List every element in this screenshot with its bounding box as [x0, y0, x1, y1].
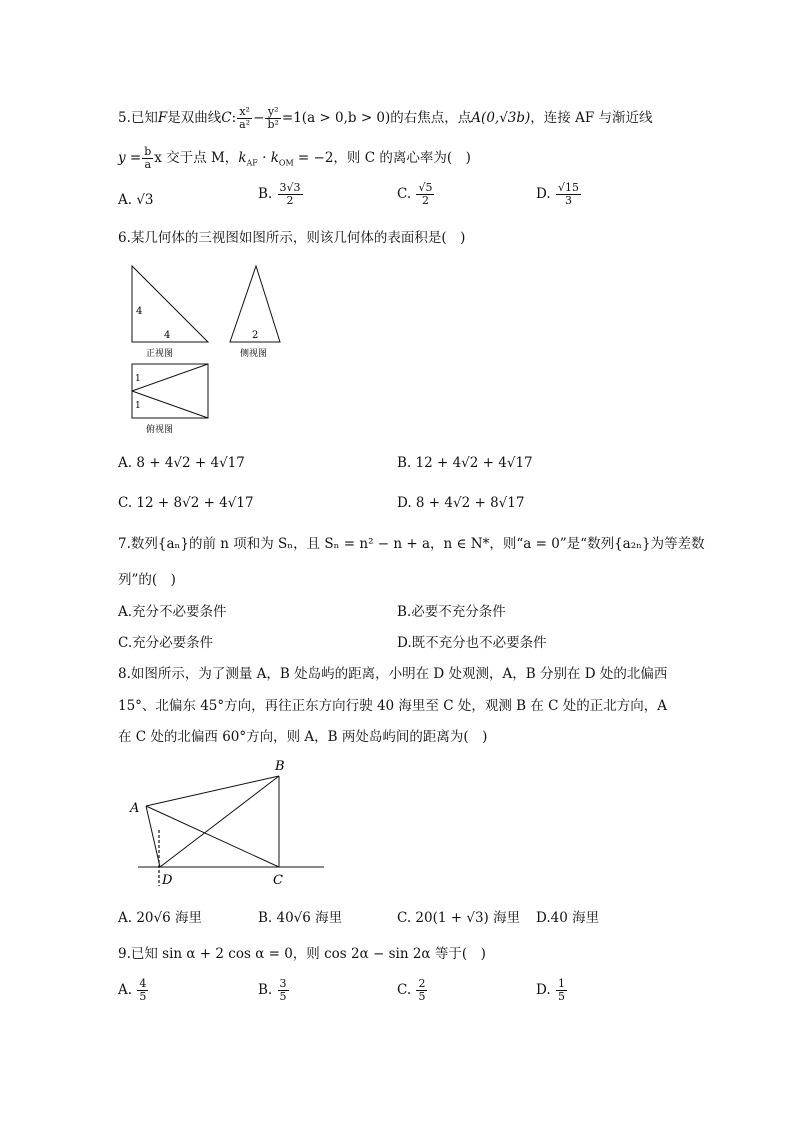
q5-F: F: [157, 110, 168, 126]
q5-option-a: A. √3: [118, 192, 154, 208]
q8-option-a: A. 20√6 海里: [118, 910, 202, 926]
q8-option-c: C. 20(1 + √3) 海里: [397, 910, 521, 926]
q8-line3: 在 C 处的北偏西 60°方向，则 A，B 两处岛屿间的距离为( ): [118, 729, 488, 745]
q7-option-a: A.充分不必要条件: [118, 604, 227, 620]
q5-frac-ba: [142, 146, 153, 171]
segment-ad: [146, 806, 160, 867]
q5-C: C: [221, 110, 232, 126]
q7-line2: 列”的( ): [118, 572, 176, 588]
opt-label: C.: [397, 186, 412, 202]
q8-diagram: [124, 754, 334, 890]
q9-option-b: [258, 978, 290, 1003]
opt-label: A.: [118, 982, 133, 998]
opt-frac: [416, 182, 434, 207]
q7-option-c: C.充分必要条件: [118, 635, 214, 651]
q6-option-b: B. 12 + 4√2 + 4√17: [397, 455, 533, 471]
front-view-label: 正视图: [146, 349, 174, 359]
q5-option-c: [397, 182, 435, 207]
q5-line1: [118, 106, 653, 131]
front-base-label: 4: [164, 330, 171, 341]
frac-den: 5: [418, 990, 426, 1003]
top-view-rect: [132, 364, 208, 418]
q5-frac-y2b2: [265, 106, 280, 131]
frac-num: y²: [265, 106, 280, 119]
q6-option-a: A. 8 + 4√2 + 4√17: [118, 455, 245, 471]
q5-ksub: AF: [246, 158, 258, 168]
point-d-label: D: [162, 873, 173, 888]
opt-label: D.: [536, 186, 551, 202]
q5-option-b: [258, 182, 304, 207]
opt-frac: [556, 978, 567, 1003]
q9-option-d: [536, 978, 568, 1003]
top-label-b: 1: [135, 401, 141, 411]
q5-option-d: [536, 182, 582, 207]
q5-text: 的右焦点，点: [390, 110, 472, 126]
point-a-label: A: [130, 801, 140, 816]
q8-option-d: D.40 海里: [536, 910, 600, 926]
frac-den: 5: [557, 990, 565, 1003]
opt-frac: [278, 182, 303, 207]
point-b-label: B: [275, 759, 285, 774]
frac-num: 3√3: [279, 181, 301, 194]
q5-k2: · k: [257, 150, 279, 166]
q5-ksub: OM: [278, 158, 294, 168]
q5-text: = −2，则 C 的离心率为( ): [293, 150, 471, 166]
top-view-line: [132, 364, 208, 391]
frac-den: b²: [267, 118, 279, 131]
frac-den: a²: [239, 118, 251, 131]
point-c-label: C: [273, 873, 283, 888]
q6-stem: 6.某几何体的三视图如图所示，则该几何体的表面积是( ): [118, 230, 466, 246]
q5-pointA: A(0,√3b): [471, 110, 531, 126]
opt-frac: [137, 978, 148, 1003]
q5-text: ，连接 AF 与渐近线: [530, 110, 653, 126]
segment-ac: [146, 806, 279, 867]
opt-label: B.: [258, 982, 273, 998]
q8-line1: 8.如图所示，为了测量 A，B 处岛屿的距离，小明在 D 处观测，A，B 分别在 D 处的北偏西: [118, 666, 668, 682]
frac-den: a: [144, 158, 152, 171]
q5-colon: :: [231, 110, 237, 126]
q5-minus: −: [253, 110, 265, 126]
frac-num: 4: [139, 977, 147, 990]
q5-text: 是双曲线: [167, 110, 222, 126]
q7-line1: 7.数列{aₙ}的前 n 项和为 Sₙ，且 Sₙ = n² − n + a，n ∈ N*，则“a = 0”是“数列{a₂ₙ}为等差数: [118, 536, 705, 552]
opt-label: C.: [397, 982, 412, 998]
q5-text: 5.已知: [118, 110, 158, 126]
frac-num: b: [144, 145, 152, 158]
frac-den: 3: [564, 194, 572, 207]
q5-frac-x2a2: [237, 106, 252, 131]
frac-den: 2: [421, 194, 429, 207]
frac-den: 5: [279, 990, 287, 1003]
frac-num: √5: [418, 181, 433, 194]
frac-num: √15: [557, 181, 579, 194]
q9-option-a: [118, 978, 149, 1003]
q7-option-b: B.必要不充分条件: [397, 604, 506, 620]
opt-frac: [416, 978, 427, 1003]
side-base-label: 2: [252, 330, 259, 341]
frac-den: 5: [139, 990, 147, 1003]
frac-num: 2: [418, 977, 426, 990]
opt-frac: [278, 978, 289, 1003]
q5-y-eq: y =: [118, 150, 142, 166]
frac-num: x²: [237, 106, 252, 119]
q8-option-b: B. 40√6 海里: [258, 910, 343, 926]
opt-label: D.: [536, 982, 551, 998]
q6-option-c: C. 12 + 8√2 + 4√17: [118, 495, 254, 511]
frac-num: 1: [557, 977, 565, 990]
q5-text: x 交于点 M，: [154, 150, 239, 166]
q9-option-c: [397, 978, 428, 1003]
frac-den: 2: [286, 194, 294, 207]
q6-option-d: D. 8 + 4√2 + 8√17: [397, 495, 525, 511]
q8-line2: 15°、北偏东 45°方向，再往正东方向行驶 40 海里至 C 处，观测 B 在 C 处的正北方向，A: [118, 698, 667, 714]
opt-label: B.: [258, 186, 273, 202]
side-view-label: 侧视图: [240, 349, 268, 359]
top-label-a: 1: [135, 374, 141, 384]
q7-option-d: D.既不充分也不必要条件: [397, 635, 547, 651]
q5-line2: [118, 146, 471, 174]
top-view-line: [132, 391, 208, 418]
q9-stem: 9.已知 sin α + 2 cos α = 0，则 cos 2α − sin 2α 等于( ): [118, 946, 486, 962]
front-height-label: 4: [136, 306, 143, 317]
q6-three-views: [120, 258, 290, 438]
top-view-label: 俯视图: [146, 425, 174, 435]
q5-eq: =1(a > 0,b > 0): [281, 110, 391, 126]
opt-frac: [556, 182, 581, 207]
frac-num: 3: [279, 977, 287, 990]
q5-k: k: [238, 150, 247, 166]
